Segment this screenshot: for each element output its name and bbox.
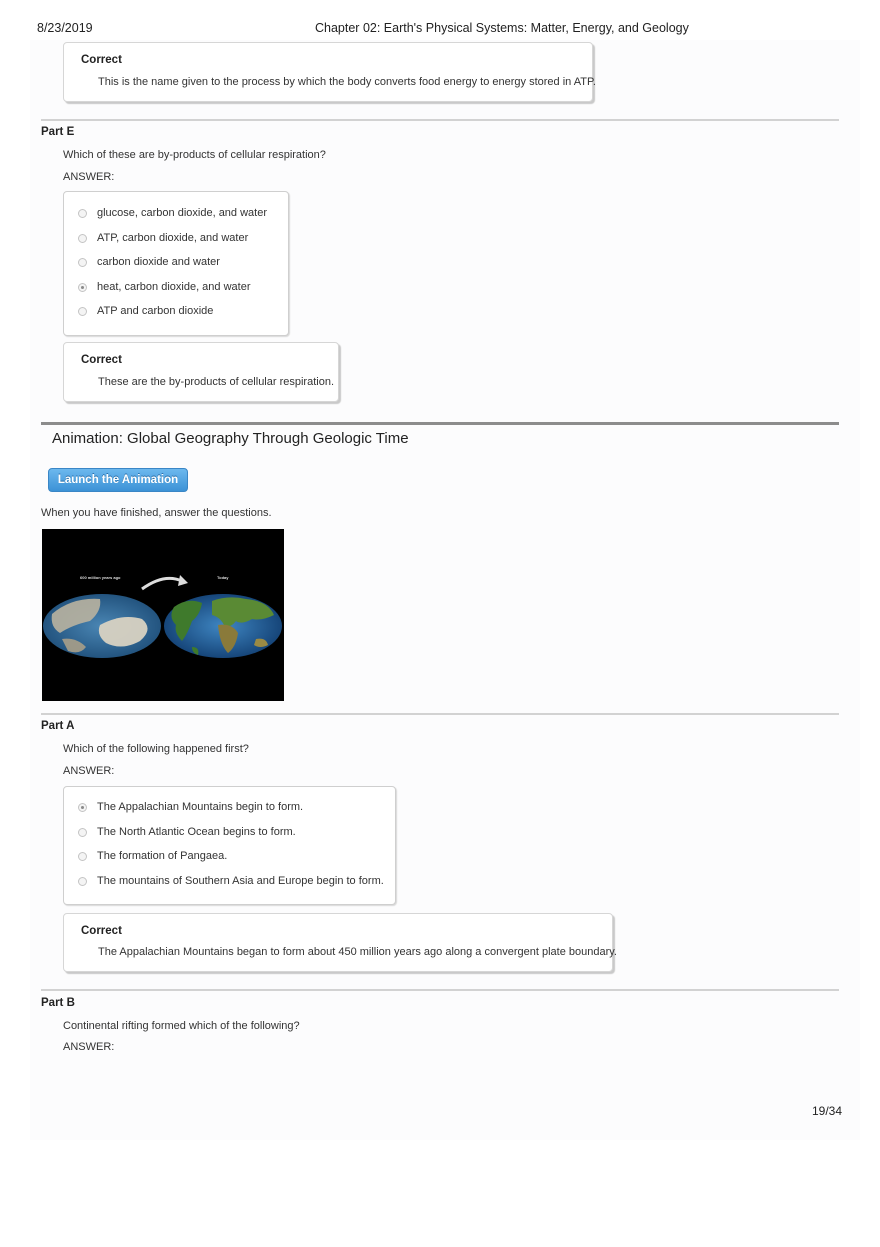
answer-option-selected[interactable] — [78, 800, 303, 814]
radio-button-selected[interactable] — [78, 803, 87, 812]
part-a-question: Which of the following happened first? — [63, 743, 249, 755]
radio-button[interactable] — [78, 307, 87, 316]
print-date: 8/23/2019 — [37, 21, 93, 35]
globe-maps-graphic — [42, 529, 284, 701]
answer-option[interactable] — [78, 849, 227, 863]
radio-button-selected[interactable] — [78, 283, 87, 292]
feedback-text: This is the name given to the process by which the body converts food energy to energy stored in ATP. — [98, 76, 596, 88]
animation-thumbnail[interactable] — [42, 529, 284, 701]
radio-button[interactable] — [78, 234, 87, 243]
part-b-answer-label: ANSWER: — [63, 1041, 115, 1053]
image-right-label: Today — [217, 575, 229, 580]
divider — [41, 713, 839, 715]
divider — [41, 989, 839, 991]
instruction-text: When you have finished, answer the questions. — [41, 507, 272, 519]
feedback-text: The Appalachian Mountains began to form about 450 million years ago along a convergent plate boundary. — [98, 946, 617, 958]
radio-button[interactable] — [78, 209, 87, 218]
part-e-feedback-box — [63, 342, 339, 402]
answer-option-label: ATP, carbon dioxide, and water — [97, 232, 249, 244]
part-e-question: Which of these are by-products of cellular respiration? — [63, 149, 326, 161]
print-header-title: Chapter 02: Earth's Physical Systems: Matter, Energy, and Geology — [315, 21, 689, 35]
part-e-title: Part E — [41, 126, 75, 138]
launch-animation-button[interactable]: Launch the Animation — [48, 468, 188, 492]
feedback-title: Correct — [81, 54, 122, 66]
answer-option[interactable] — [78, 255, 220, 269]
radio-button[interactable] — [78, 258, 87, 267]
answer-option-label: heat, carbon dioxide, and water — [97, 281, 251, 293]
part-e-answer-label: ANSWER: — [63, 171, 115, 183]
section-title: Animation: Global Geography Through Geologic Time — [52, 430, 409, 447]
feedback-box-previous — [63, 42, 596, 102]
answer-option-label: The formation of Pangaea. — [97, 850, 228, 862]
answer-option-label: glucose, carbon dioxide, and water — [97, 207, 267, 219]
section-divider — [41, 422, 839, 425]
page-number: 19/34 — [811, 1104, 842, 1118]
radio-button[interactable] — [78, 877, 87, 886]
divider — [41, 119, 839, 121]
image-left-label: 600 million years ago — [80, 575, 121, 580]
answer-option[interactable] — [78, 874, 384, 888]
answer-option-selected[interactable] — [78, 280, 251, 294]
part-b-title: Part B — [41, 997, 75, 1009]
answer-option[interactable] — [78, 206, 267, 220]
radio-button[interactable] — [78, 852, 87, 861]
part-a-answer-label: ANSWER: — [63, 765, 115, 777]
feedback-text: These are the by-products of cellular respiration. — [98, 376, 335, 388]
part-a-title: Part A — [41, 720, 75, 732]
part-a-feedback-box — [63, 913, 617, 972]
answer-option[interactable] — [78, 825, 296, 839]
feedback-title: Correct — [81, 925, 122, 937]
radio-button[interactable] — [78, 828, 87, 837]
answer-option-label: The Appalachian Mountains begin to form. — [97, 801, 304, 813]
answer-option-label: carbon dioxide and water — [97, 256, 220, 268]
part-a-answer-box — [63, 786, 396, 905]
part-e-answer-box — [63, 191, 289, 336]
feedback-title: Correct — [81, 354, 122, 366]
answer-option[interactable] — [78, 231, 248, 245]
answer-option[interactable] — [78, 304, 213, 318]
answer-option-label: The mountains of Southern Asia and Europe begin to form. — [97, 875, 384, 887]
answer-option-label: The North Atlantic Ocean begins to form. — [97, 826, 296, 838]
answer-option-label: ATP and carbon dioxide — [97, 305, 214, 317]
part-b-question: Continental rifting formed which of the following? — [63, 1020, 300, 1032]
